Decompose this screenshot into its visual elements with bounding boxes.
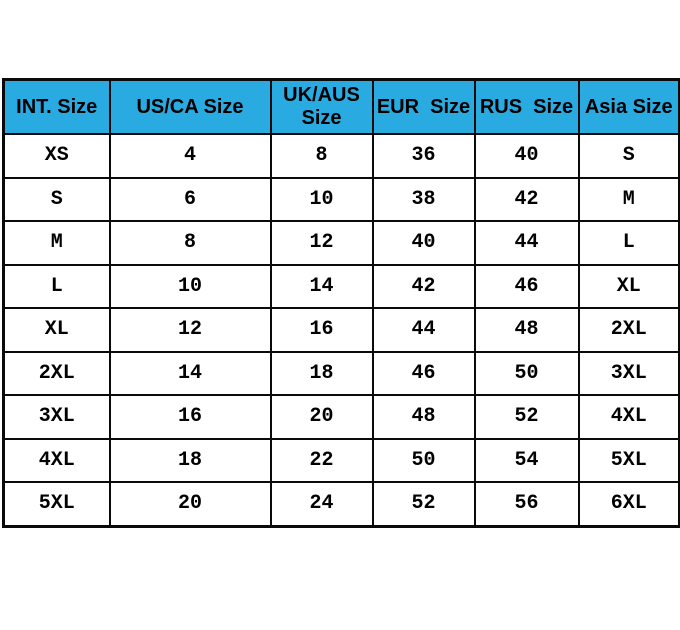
- table-cell: XL: [4, 308, 110, 352]
- table-cell: 16: [271, 308, 373, 352]
- table-cell: 56: [475, 482, 579, 526]
- table-cell: 46: [373, 352, 475, 396]
- table-cell: L: [4, 265, 110, 309]
- table-cell: 12: [271, 221, 373, 265]
- col-header-rus-size: RUS Size: [475, 80, 579, 135]
- col-header-ukaus-size: UK/AUS Size: [271, 80, 373, 135]
- table-cell: 54: [475, 439, 579, 483]
- table-cell: S: [579, 134, 680, 178]
- table-cell: 20: [271, 395, 373, 439]
- table-cell: 12: [110, 308, 271, 352]
- table-cell: XS: [4, 134, 110, 178]
- table-cell: 36: [373, 134, 475, 178]
- size-conversion-table: [2, 78, 680, 528]
- col-header-eur-size: EUR Size: [373, 80, 475, 135]
- table-row: [4, 395, 680, 439]
- table-cell: 8: [110, 221, 271, 265]
- table-cell: 24: [271, 482, 373, 526]
- table-cell: 42: [373, 265, 475, 309]
- table-cell: 16: [110, 395, 271, 439]
- table-cell: L: [579, 221, 680, 265]
- table-cell: 44: [373, 308, 475, 352]
- table-row: [4, 352, 680, 396]
- table-cell: 46: [475, 265, 579, 309]
- table-cell: 3XL: [4, 395, 110, 439]
- table-cell: 40: [475, 134, 579, 178]
- size-conversion-table-wrap: [2, 78, 678, 528]
- table-cell: 48: [373, 395, 475, 439]
- table-cell: 48: [475, 308, 579, 352]
- table-cell: M: [4, 221, 110, 265]
- table-cell: 8: [271, 134, 373, 178]
- table-cell: 5XL: [579, 439, 680, 483]
- col-header-usca-size: US/CA Size: [110, 80, 271, 135]
- table-cell: 52: [475, 395, 579, 439]
- table-cell: 4XL: [579, 395, 680, 439]
- col-header-int-size: INT. Size: [4, 80, 110, 135]
- table-cell: 40: [373, 221, 475, 265]
- table-cell: 10: [110, 265, 271, 309]
- table-row: [4, 178, 680, 222]
- table-cell: 2XL: [579, 308, 680, 352]
- table-cell: 6XL: [579, 482, 680, 526]
- table-cell: S: [4, 178, 110, 222]
- table-cell: 3XL: [579, 352, 680, 396]
- table-cell: 38: [373, 178, 475, 222]
- table-cell: 42: [475, 178, 579, 222]
- table-cell: 50: [475, 352, 579, 396]
- table-cell: 18: [271, 352, 373, 396]
- table-cell: 14: [110, 352, 271, 396]
- table-cell: 6: [110, 178, 271, 222]
- col-header-asia-size: Asia Size: [579, 80, 680, 135]
- table-cell: 18: [110, 439, 271, 483]
- table-cell: 10: [271, 178, 373, 222]
- table-row: [4, 439, 680, 483]
- table-cell: 14: [271, 265, 373, 309]
- header-row: [4, 80, 680, 135]
- table-row: [4, 265, 680, 309]
- table-cell: XL: [579, 265, 680, 309]
- table-cell: 4: [110, 134, 271, 178]
- table-cell: 20: [110, 482, 271, 526]
- table-cell: 52: [373, 482, 475, 526]
- table-cell: 5XL: [4, 482, 110, 526]
- table-cell: 22: [271, 439, 373, 483]
- table-cell: 4XL: [4, 439, 110, 483]
- table-cell: M: [579, 178, 680, 222]
- table-row: [4, 308, 680, 352]
- table-row: [4, 134, 680, 178]
- table-cell: 44: [475, 221, 579, 265]
- table-row: [4, 482, 680, 526]
- table-row: [4, 221, 680, 265]
- table-cell: 2XL: [4, 352, 110, 396]
- table-cell: 50: [373, 439, 475, 483]
